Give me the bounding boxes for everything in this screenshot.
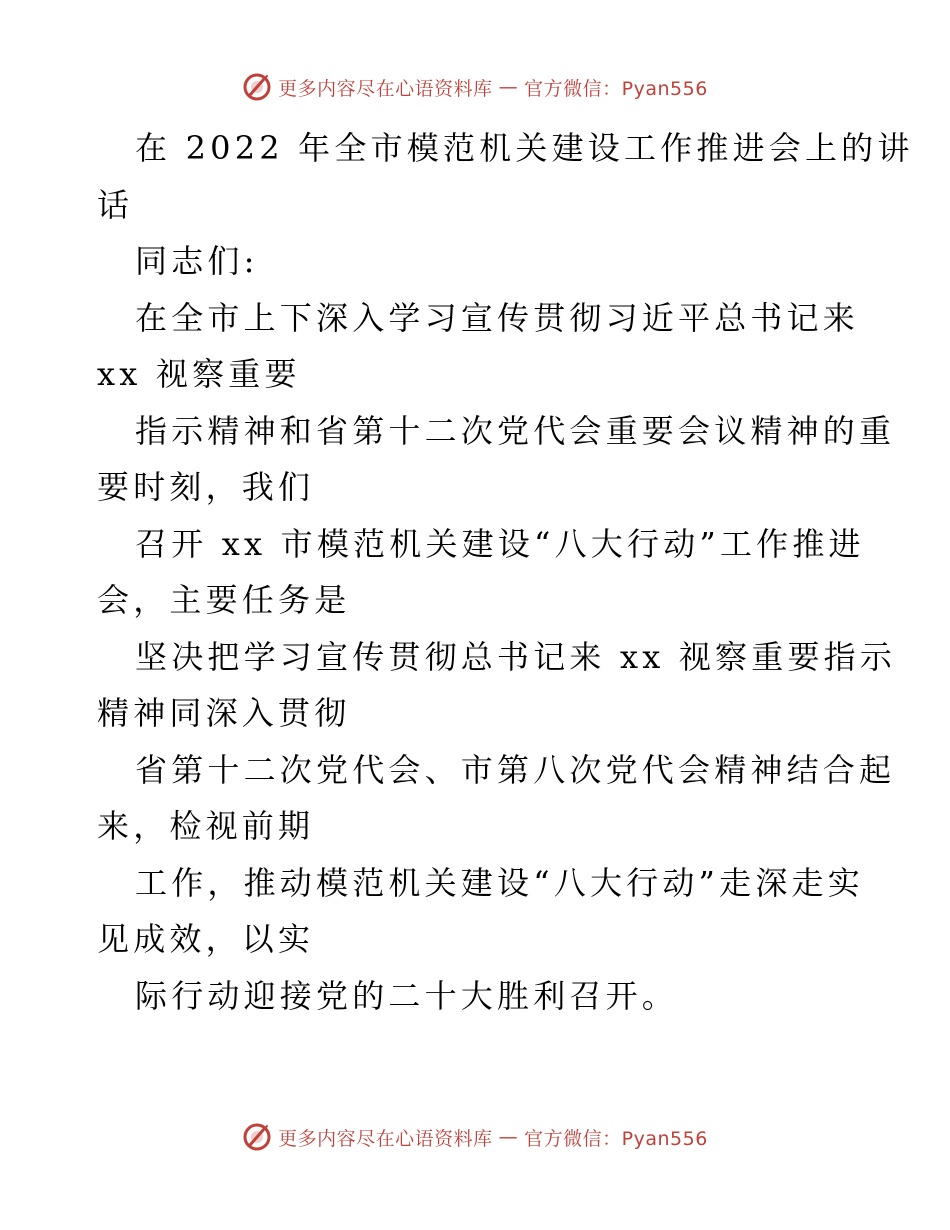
- document-line: 精神同深入贯彻: [97, 694, 351, 732]
- document-line: 见成效，以实: [97, 920, 315, 958]
- watermark-text: 更多内容尽在心语资料库: [278, 77, 493, 100]
- document-line: 同志们:: [135, 242, 259, 280]
- document-line: 召开 xx 市模范机关建设“八大行动”工作推进: [135, 524, 865, 563]
- document-line: 会，主要任务是: [97, 581, 351, 619]
- document-body: [97, 120, 914, 1024]
- watermark-wechat: 官方微信：Pyan556: [524, 77, 708, 100]
- document-line: xx 视察重要: [97, 355, 301, 393]
- watermark-text: 更多内容尽在心语资料库: [278, 1127, 493, 1150]
- watermark-wechat: 官方微信：Pyan556: [524, 1127, 708, 1150]
- document-line: 指示精神和省第十二次党代会重要会议精神的重: [135, 411, 896, 450]
- document-line: 际行动迎接党的二十大胜利召开。: [135, 976, 679, 1015]
- footer-watermark: [0, 1122, 950, 1152]
- pen-circle-logo-icon: [242, 1122, 272, 1152]
- document-line: 来，检视前期: [97, 807, 315, 845]
- document-line: 在全市上下深入学习宣传贯彻习近平总书记来: [135, 298, 860, 337]
- watermark-dash: —: [498, 1126, 519, 1148]
- document-line: 工作，推动模范机关建设“八大行动”走深走实: [135, 863, 864, 902]
- pen-circle-logo-icon: [242, 72, 272, 102]
- document-line: 省第十二次党代会、市第八次党代会精神结合起: [135, 750, 896, 789]
- document-line: 坚决把学习宣传贯彻总书记来 xx 视察重要指示: [135, 637, 897, 676]
- watermark-dash: —: [498, 76, 519, 98]
- document-line: 在 2022 年全市模范机关建设工作推进会上的讲: [135, 129, 914, 167]
- document-line: 话: [97, 185, 134, 224]
- header-watermark: [0, 72, 950, 102]
- document-line: 要时刻，我们: [97, 468, 315, 506]
